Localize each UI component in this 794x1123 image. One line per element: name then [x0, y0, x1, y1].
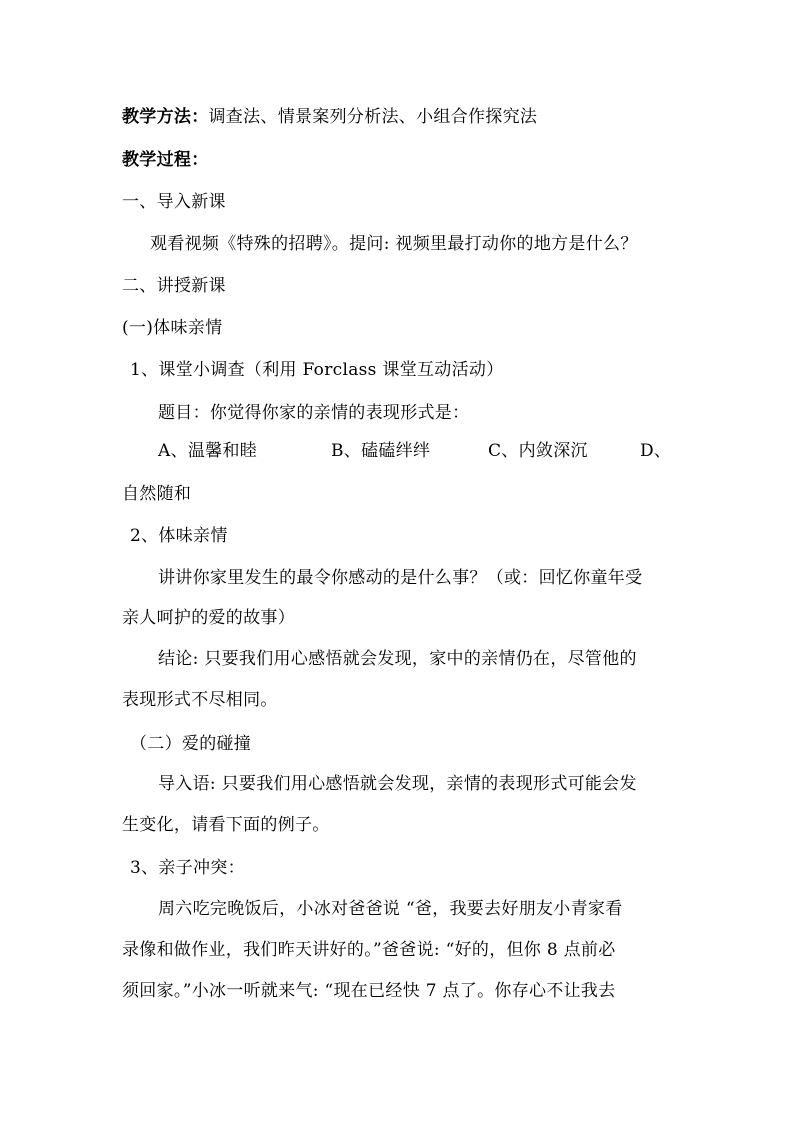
conclusion-line-2: 表现形式不尽相同。: [122, 690, 278, 710]
teaching-method-label: 教学方法：: [122, 107, 209, 127]
story-line-2: 录像和做作业，我们昨天讲好的。”爸爸说: “好的，但你 8 点前必: [122, 940, 616, 960]
choice-a: A、温馨和睦: [158, 441, 258, 461]
item-2-heading: 2、体味亲情: [130, 526, 228, 546]
teaching-method-line: [122, 106, 537, 128]
section-heading-2: 二、讲授新课: [122, 276, 226, 296]
choice-c: C、内敛深沉: [488, 441, 588, 461]
choice-d: D、: [640, 441, 672, 461]
story-line-3: 须回家。”小冰一听就来气: “现在已经快 7 点了。你存心不让我去: [122, 981, 616, 1001]
intro-line-1: 导入语: 只要我们用心感悟就会发现，亲情的表现形式可能会发: [158, 774, 637, 794]
story-line-1: 周六吃完晚饭后，小冰对爸爸说 “爸，我要去好朋友小青家看: [158, 899, 623, 919]
choice-d-continuation: 自然随和: [122, 484, 192, 504]
teaching-process-label: 教学过程：: [122, 150, 209, 170]
item-1-heading: 1、课堂小调查（利用 Forclass 课堂互动活动）: [130, 360, 504, 380]
subsection-heading-2: （二）爱的碰撞: [130, 734, 252, 754]
item-2-text-line-2: 亲人呵护的爱的故事）: [122, 608, 295, 628]
section-heading-1: 一、导入新课: [122, 192, 226, 212]
intro-line-2: 生变化，请看下面的例子。: [122, 815, 330, 835]
teaching-method-text: 调查法、情景案列分析法、小组合作探究法: [208, 107, 538, 127]
item-1-question: 题目：你觉得你家的亲情的表现形式是：: [158, 403, 470, 423]
conclusion-line-1: 结论: 只要我们用心感悟就会发现，家中的亲情仍在，尽管他的: [158, 649, 637, 669]
item-3-heading: 3、亲子冲突：: [130, 858, 245, 878]
choice-b: B、磕磕绊绊: [331, 441, 431, 461]
subsection-heading-1: (一)体味亲情: [122, 318, 223, 338]
item-2-text-line-1: 讲讲你家里发生的最令你感动的是什么事？（或：回忆你童年受: [158, 568, 643, 588]
section-1-text: 观看视频《特殊的招聘》。提问: 视频里最打动你的地方是什么？: [150, 234, 638, 254]
